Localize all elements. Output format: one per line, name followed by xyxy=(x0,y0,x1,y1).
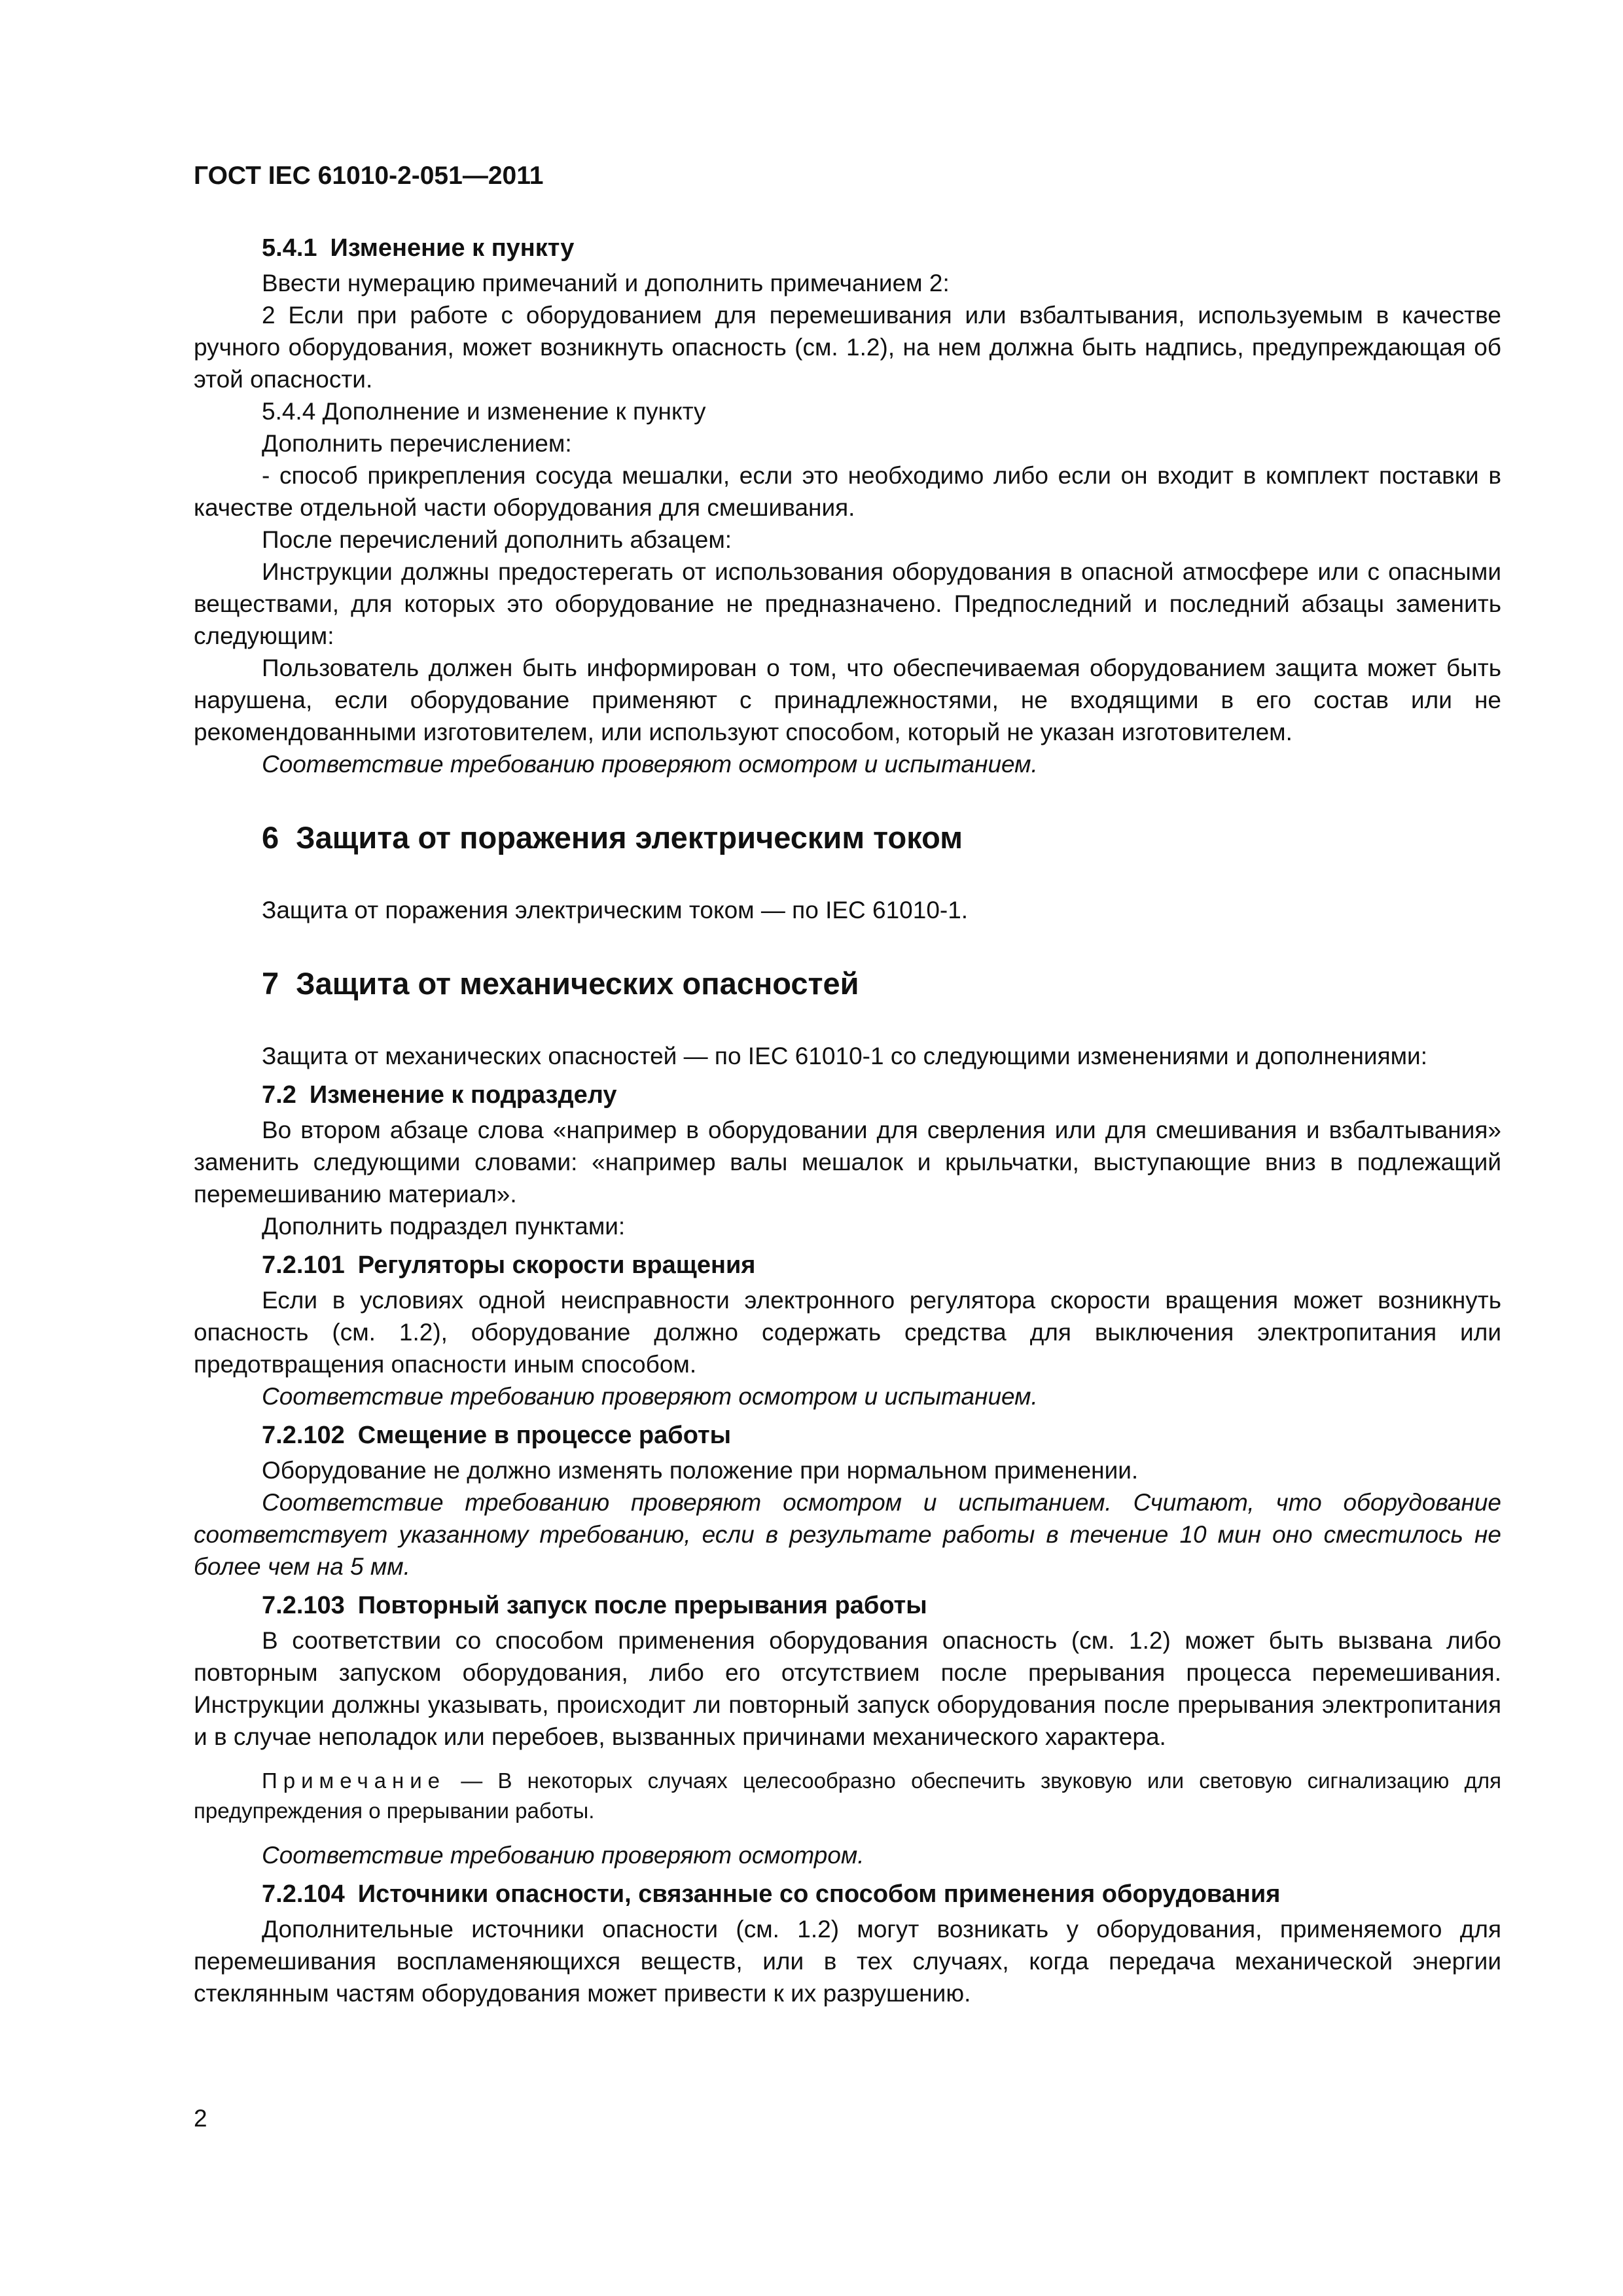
paragraph: Защита от поражения электрическим током — по IEC 61010-1. xyxy=(262,897,969,924)
clause-number: 7.2 xyxy=(262,1081,296,1109)
paragraph: Во втором абзаце слова «например в оборудовании для сверления или для смешивания и взбалтывания» заменить следующими словами: «например валы мешалок и крыльчатки, выступающие вниз в подлежащий перемешиванию материал». xyxy=(194,1117,1501,1208)
clause-number: 7.2.104 xyxy=(262,1880,345,1908)
section-number: 7 xyxy=(262,966,279,1001)
compliance-note: Соответствие требованию проверяют осмотром и испытанием. Считают, что оборудование соответствует указанному требованию, если в результате работы в течение 10 мин оно сместилось не более чем на 5 мм. xyxy=(194,1489,1501,1580)
document-body xyxy=(194,225,1501,2009)
clause-number: 5.4.1 xyxy=(262,234,317,262)
clause-title: Изменение к пункту xyxy=(330,234,575,262)
page-number: 2 xyxy=(194,2105,207,2132)
clause-7-2-104-heading xyxy=(194,1878,1501,1910)
clause-title: Смещение в процессе работы xyxy=(357,1422,732,1449)
clause-7-2-102-heading xyxy=(194,1419,1501,1452)
paragraph: Ввести нумерацию примечаний и дополнить примечанием 2: xyxy=(262,270,950,296)
clause-5-4-1-heading xyxy=(194,232,1501,264)
paragraph: Оборудование не должно изменять положение при нормальном применении. xyxy=(262,1457,1139,1484)
clause-title: Источники опасности, связанные со способом применения оборудования xyxy=(357,1880,1281,1908)
clause-5-4-4-heading: 5.4.4 Дополнение и изменение к пункту xyxy=(262,398,706,425)
compliance-note: Соответствие требованию проверяют осмотром. xyxy=(262,1842,865,1869)
document-header: ГОСТ IEC 61010-2-051—2011 xyxy=(194,162,544,190)
clause-7-2-101-heading xyxy=(194,1249,1501,1282)
paragraph: 2 Если при работе с оборудованием для перемешивания или взбалтывания, используемым в качестве ручного оборудования, может возникнуть опасность (см. 1.2), на нем должна быть надпись, предупреждающая об этой опасности. xyxy=(194,302,1501,393)
section-7-heading xyxy=(194,964,1501,1003)
clause-7-2-103-heading xyxy=(194,1589,1501,1622)
clause-title: Изменение к подразделу xyxy=(309,1081,617,1109)
clause-number: 7.2.101 xyxy=(262,1251,345,1279)
section-6-heading xyxy=(194,818,1501,857)
paragraph: Пользователь должен быть информирован о том, что обеспечиваемая оборудованием защита может быть нарушена, если оборудование применяют с принадлежностями, не входящими в его состав или не рекомендованными изготовителем, или используют способом, который не указан изготовителем. xyxy=(194,655,1501,745)
paragraph: Дополнительные источники опасности (см. 1.2) могут возникать у оборудования, применяемого для перемешивания воспламеняющихся веществ, или в тех случаях, когда передача механической энергии стеклянным частям оборудования может привести к их разрушению. xyxy=(194,1916,1501,2007)
paragraph: Дополнить подраздел пунктами: xyxy=(262,1213,626,1240)
paragraph: Инструкции должны предостерегать от использования оборудования в опасной атмосфере или с опасными веществами, для которых это оборудование не предназначено. Предпоследний и последний абзацы заменить следующим: xyxy=(194,558,1501,649)
note xyxy=(194,1766,1501,1826)
paragraph: Дополнить перечислением: xyxy=(262,430,572,457)
clause-number: 7.2.102 xyxy=(262,1422,345,1449)
clause-number: 7.2.103 xyxy=(262,1592,345,1619)
section-title: Защита от поражения электрическим током xyxy=(296,820,963,855)
paragraph: Защита от механических опасностей — по IEC 61010-1 со следующими изменениями и дополнениями: xyxy=(262,1043,1428,1069)
clause-7-2-heading xyxy=(194,1079,1501,1111)
paragraph: - способ прикрепления сосуда мешалки, если это необходимо либо если он входит в комплект поставки в качестве отдельной части оборудования для смешивания. xyxy=(194,462,1501,521)
clause-title: Повторный запуск после прерывания работы xyxy=(357,1592,927,1619)
compliance-note: Соответствие требованию проверяют осмотром и испытанием. xyxy=(262,751,1038,778)
compliance-note: Соответствие требованию проверяют осмотром и испытанием. xyxy=(262,1383,1038,1410)
section-title: Защита от механических опасностей xyxy=(296,966,859,1001)
paragraph: В соответствии со способом применения оборудования опасность (см. 1.2) может быть вызвана либо повторным запуском оборудования, либо его отсутствием после прерывания процесса перемешивания. Инструкции должны указывать, происходит ли повторный запуск оборудования после прерывания электропитания и в случае неполадок или перебоев, вызванных причинами механического характера. xyxy=(194,1627,1501,1750)
paragraph: Если в условиях одной неисправности электронного регулятора скорости вращения может возникнуть опасность (см. 1.2), оборудование должно содержать средства для выключения электропитания или предотвращения опасности иным способом. xyxy=(194,1287,1501,1378)
clause-title: Регуляторы скорости вращения xyxy=(357,1251,756,1279)
paragraph: После перечислений дополнить абзацем: xyxy=(262,526,732,553)
note-label: Примечание xyxy=(262,1768,446,1793)
section-number: 6 xyxy=(262,820,279,855)
note-text: — В некоторых случаях целесообразно обеспечить звуковую или световую сигнализацию для предупреждения о прерывании работы. xyxy=(194,1768,1501,1823)
